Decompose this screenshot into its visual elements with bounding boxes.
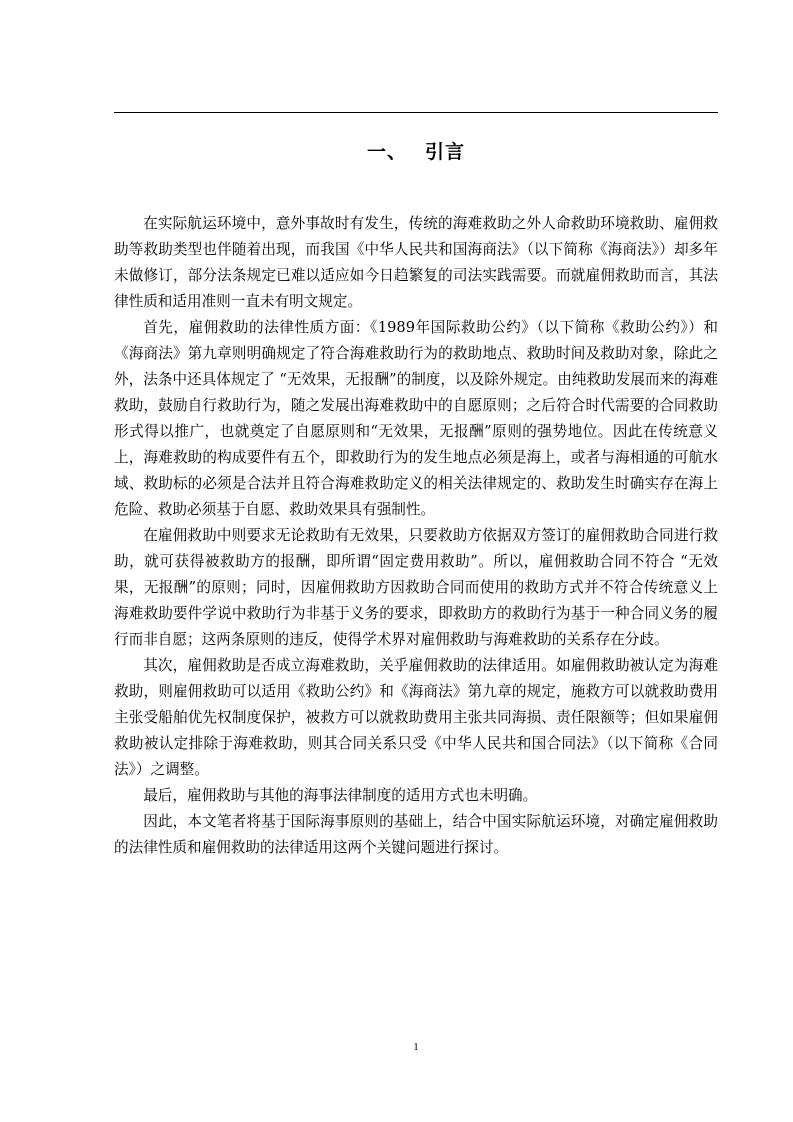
paragraph: 其次，雇佣救助是否成立海难救助，关乎雇佣救助的法律适用。如雇佣救助被认定为海难救助，则雇佣救助可以适用《救助公约》和《海商法》第九章的规定，施救方可以就救助费用主张受船舶优先权制度保护，被救方可以就救助费用主张共同海损、责任限额等；但如果雇佣救助被认定排除于海难救助，则其合同关系只受《中华人民共和国合同法》（以下简称《合同法》）之调整。 [114, 657, 718, 778]
section-number: 一、 [366, 141, 407, 163]
section-heading [114, 140, 718, 164]
page-number: 1 [413, 1041, 419, 1053]
paragraph: 首先，雇佣救助的法律性质方面：《1989年国际救助公约》（以下简称《救助公约》）和《海商法》第九章则明确规定了符合海难救助行为的救助地点、救助时间及救助对象，除此之外，法条中还具体规定了 “无效果，无报酬”的制度，以及除外规定。由纯救助发展而来的海难救助，鼓励自行救助行为，随之发展出海难救助中的自愿原则；之后符合时代需要的合同救助形式得以推广，也就奠定了自愿原则和“无效果，无报酬”原则的强势地位。因此在传统意义上，海难救助的构成要件有五个，即救助行为的发生地点必须是海上，或者与海相通的可航水域、救助标的必须是合法并且符合海难救助定义的相关法律规定的、救助发生时确实存在海上危险、救助必须基于自愿、救助效果具有强制性。 [114, 319, 718, 518]
header-rule [114, 112, 718, 113]
paragraph: 在实际航运环境中，意外事故时有发生，传统的海难救助之外人命救助环境救助、雇佣救助等救助类型也伴随着出现，而我国《中华人民共和国海商法》（以下简称《海商法》）却多年未做修订，部分法条规定已难以适应如今日趋繁复的司法实践需要。而就雇佣救助而言，其法律性质和适用准则一直未有明文规定。 [114, 215, 718, 310]
paragraph: 因此，本文笔者将基于国际海事原则的基础上，结合中国实际航运环境，对确定雇佣救助的法律性质和雇佣救助的法律适用这两个关键问题进行探讨。 [114, 813, 718, 856]
paragraph: 在雇佣救助中则要求无论救助有无效果，只要救助方依据双方签订的雇佣救助合同进行救助，就可获得被救助方的报酬，即所谓“固定费用救助”。所以，雇佣救助合同不符合 “无效果，无报酬”的原则；同时，因雇佣救助方因救助合同而使用的救助方式并不符合传统意义上海难救助要件学说中救助行为非基于义务的要求，即救助方的救助行为基于一种合同义务的履行而非自愿；这两条原则的违反，使得学术界对雇佣救助与海难救助的关系存在分歧。 [114, 527, 718, 648]
body-text [114, 211, 718, 861]
paragraph: 最后，雇佣救助与其他的海事法律制度的适用方式也未明确。 [143, 787, 538, 804]
section-title: 引言 [425, 141, 466, 163]
